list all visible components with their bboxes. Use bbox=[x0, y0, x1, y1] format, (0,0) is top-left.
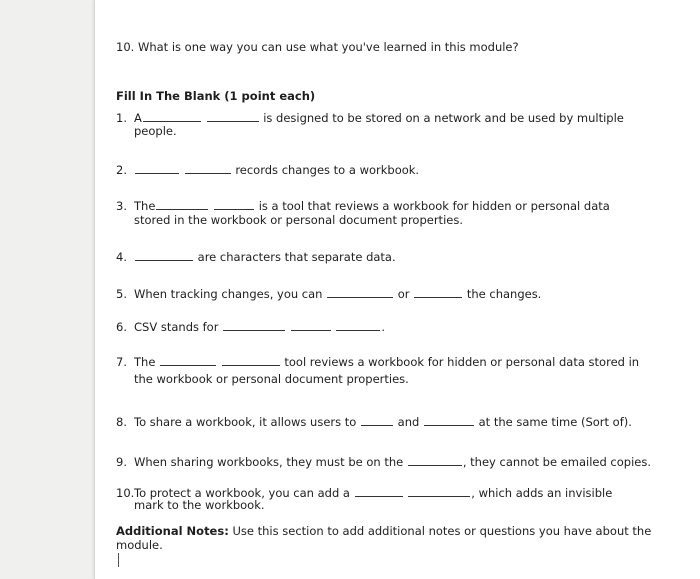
item-text: is a tool that reviews a workbook for hidden or personal data bbox=[258, 199, 610, 213]
blank[interactable] bbox=[135, 250, 193, 261]
item-7-line-1 bbox=[116, 355, 639, 369]
item-8 bbox=[116, 415, 632, 429]
item-text: and bbox=[397, 415, 420, 429]
item-text: The bbox=[134, 199, 156, 213]
blank[interactable] bbox=[424, 415, 474, 426]
blank[interactable] bbox=[414, 287, 462, 298]
notes-line-2 bbox=[116, 532, 163, 552]
item-text: or bbox=[397, 287, 410, 301]
item-text: the changes. bbox=[466, 287, 542, 301]
blank[interactable] bbox=[156, 199, 208, 210]
item-text: To protect a workbook, you can add a bbox=[134, 486, 350, 500]
item-text: The bbox=[134, 355, 156, 369]
blank[interactable] bbox=[185, 163, 231, 174]
item-number: 9. bbox=[116, 455, 127, 469]
item-number: 10. bbox=[116, 486, 135, 500]
item-9 bbox=[116, 455, 651, 469]
item-text: , they cannot be emailed copies. bbox=[462, 455, 652, 469]
blank[interactable] bbox=[361, 415, 393, 426]
item-text: . bbox=[381, 320, 386, 334]
section-title: Fill In The Blank (1 point each) bbox=[116, 89, 316, 103]
blank[interactable] bbox=[355, 486, 403, 497]
notes-text-continued: module. bbox=[116, 538, 163, 552]
item-number: 5. bbox=[116, 287, 127, 301]
item-number: 8. bbox=[116, 415, 127, 429]
question-10: 10. What is one way you can use what you've learned in this module? bbox=[116, 40, 519, 54]
notes-text: Use this section to add additional notes or questions you have about the bbox=[232, 524, 652, 538]
item-number: 6. bbox=[116, 320, 127, 334]
item-1-line-2: people. bbox=[134, 124, 177, 138]
blank[interactable] bbox=[143, 111, 201, 122]
item-2 bbox=[116, 163, 419, 177]
blank[interactable] bbox=[222, 355, 280, 366]
item-3-line-2: stored in the workbook or personal document properties. bbox=[134, 213, 463, 227]
item-text: To share a workbook, it allows users to bbox=[134, 415, 357, 429]
item-text: , which adds an invisible bbox=[471, 486, 613, 500]
item-5 bbox=[116, 287, 541, 301]
item-text: A bbox=[134, 111, 142, 125]
blank[interactable] bbox=[207, 111, 259, 122]
item-text: records changes to a workbook. bbox=[235, 163, 420, 177]
item-10-line-2: mark to the workbook. bbox=[134, 498, 265, 512]
blank[interactable] bbox=[214, 199, 254, 210]
item-text: When tracking changes, you can bbox=[134, 287, 323, 301]
item-text: is designed to be stored on a network and be used by multiple bbox=[263, 111, 624, 125]
notes-line-1 bbox=[116, 524, 651, 538]
blank[interactable] bbox=[408, 455, 462, 466]
item-3-line-1 bbox=[116, 199, 610, 213]
blank[interactable] bbox=[223, 320, 285, 331]
notes-label: Additional Notes: bbox=[116, 524, 229, 538]
item-4 bbox=[116, 250, 396, 264]
blank[interactable] bbox=[327, 287, 393, 298]
item-text: are characters that separate data. bbox=[197, 250, 396, 264]
item-number: 3. bbox=[116, 199, 127, 213]
item-text: tool reviews a workbook for hidden or personal data stored in bbox=[284, 355, 640, 369]
blank[interactable] bbox=[336, 320, 380, 331]
item-text: When sharing workbooks, they must be on the bbox=[134, 455, 404, 469]
blank[interactable] bbox=[135, 163, 179, 174]
item-number: 1. bbox=[116, 111, 127, 125]
item-number: 7. bbox=[116, 355, 127, 369]
blank[interactable] bbox=[408, 486, 470, 497]
item-text: at the same time (Sort of). bbox=[478, 415, 632, 429]
blank[interactable] bbox=[291, 320, 331, 331]
item-6 bbox=[116, 320, 385, 334]
text-cursor bbox=[118, 553, 119, 567]
item-number: 2. bbox=[116, 163, 127, 177]
item-number: 4. bbox=[116, 250, 127, 264]
item-text: CSV stands for bbox=[134, 320, 219, 334]
item-1-line-1 bbox=[116, 111, 624, 125]
blank[interactable] bbox=[160, 355, 216, 366]
item-7-line-2: the workbook or personal document properties. bbox=[134, 372, 409, 386]
